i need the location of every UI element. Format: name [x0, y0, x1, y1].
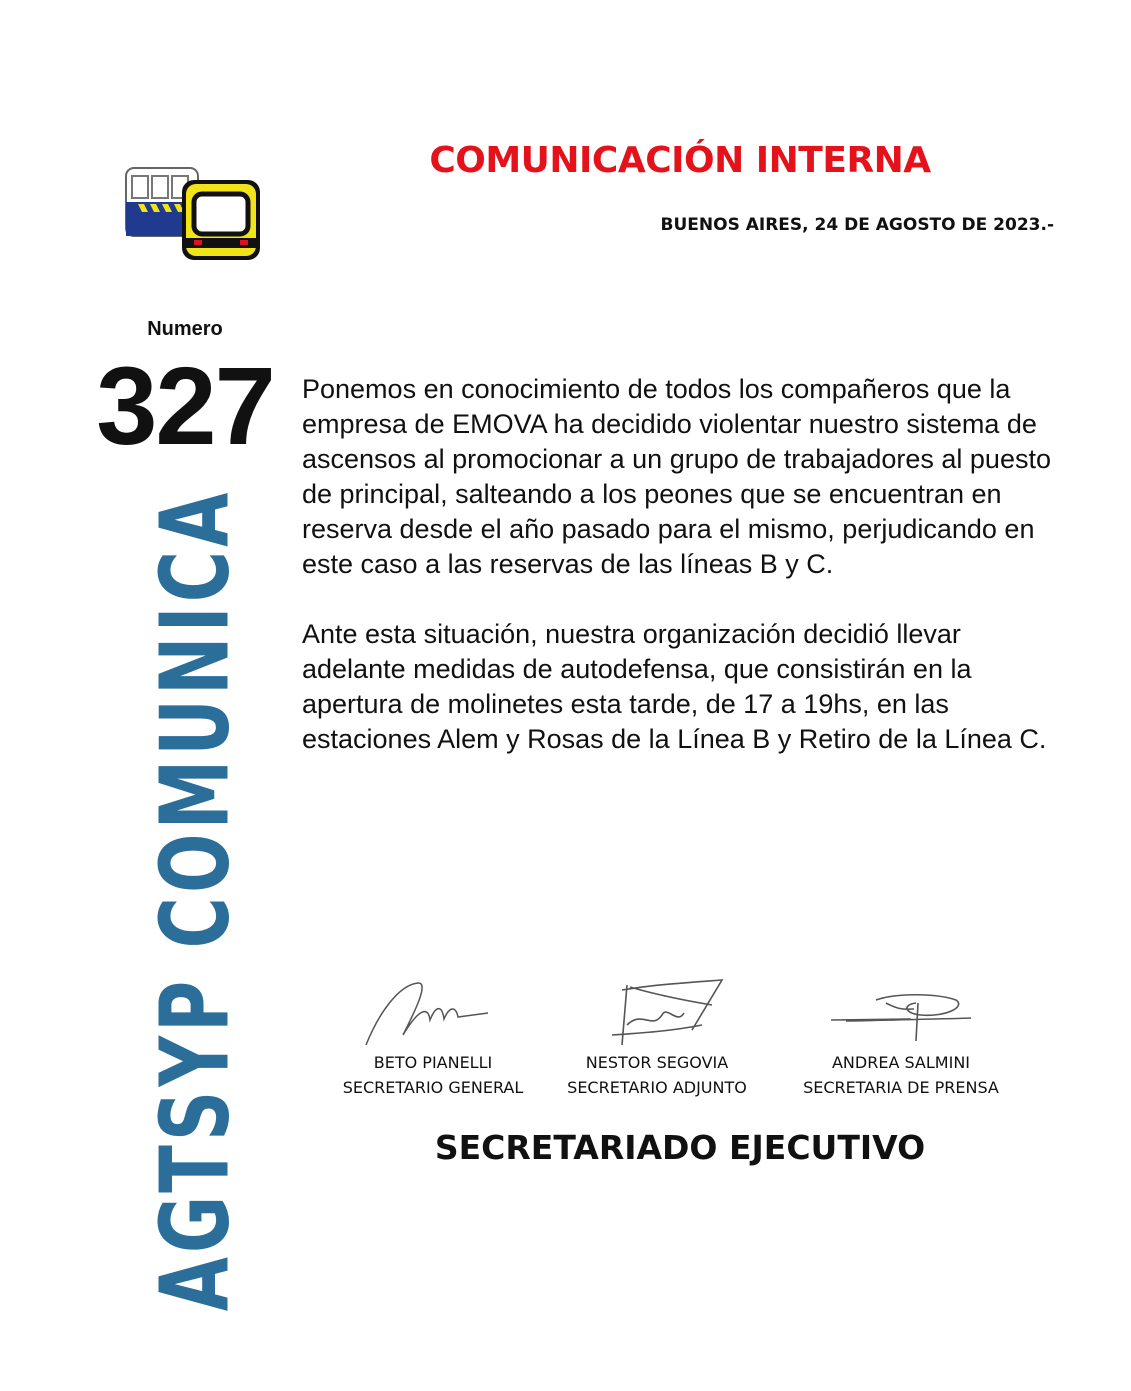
paragraph: Ante esta situación, nuestra organización decidió llevar adelante medidas de autodefensa, que consistirán en la apertura de molinetes esta tarde, de 17 a 19hs, en las estaciones Alem y Rosas de la Línea B y Retiro de la Línea C. [302, 619, 1047, 754]
number-label: Numero [147, 318, 223, 340]
paragraph: Ponemos en conocimiento de todos los compañeros que la empresa de EMOVA ha decidido violentar nuestro sistema de ascensos al promocionar a un grupo de trabajadores al puesto de principal, salteando a los peones que se encuentran en reserva desde el año pasado para el mismo, perjudicando en este caso a las reservas de las líneas B y C. [302, 374, 1051, 579]
signature-scribble-1 [358, 975, 508, 1050]
subway-trains-logo [124, 160, 264, 262]
signer-name: BETO PIANELLI [373, 1053, 493, 1072]
brand-text: AGTSYP COMUNICA [139, 488, 251, 1312]
signer-name: NESTOR SEGOVIA [585, 1053, 729, 1072]
vertical-brand-text [139, 488, 251, 1312]
footer-title: SECRETARIADO EJECUTIVO [434, 1128, 926, 1167]
document-title: COMUNICACIÓN INTERNA [429, 140, 931, 181]
signature-block-2 [542, 975, 772, 1100]
signature-scribble-2 [582, 975, 732, 1050]
message-body [302, 372, 1062, 792]
signer-name: ANDREA SALMINI [831, 1053, 970, 1072]
signature-scribble-3 [826, 975, 976, 1050]
document-date: BUENOS AIRES, 24 DE AGOSTO DE 2023.- [660, 215, 1054, 235]
number-value: 327 [96, 345, 274, 468]
signature-block-3 [786, 975, 1016, 1100]
signer-role: SECRETARIO ADJUNTO [567, 1078, 747, 1097]
signature-block-1 [318, 975, 548, 1100]
signer-role: SECRETARIA DE PRENSA [803, 1078, 999, 1097]
signer-role: SECRETARIO GENERAL [342, 1078, 524, 1097]
